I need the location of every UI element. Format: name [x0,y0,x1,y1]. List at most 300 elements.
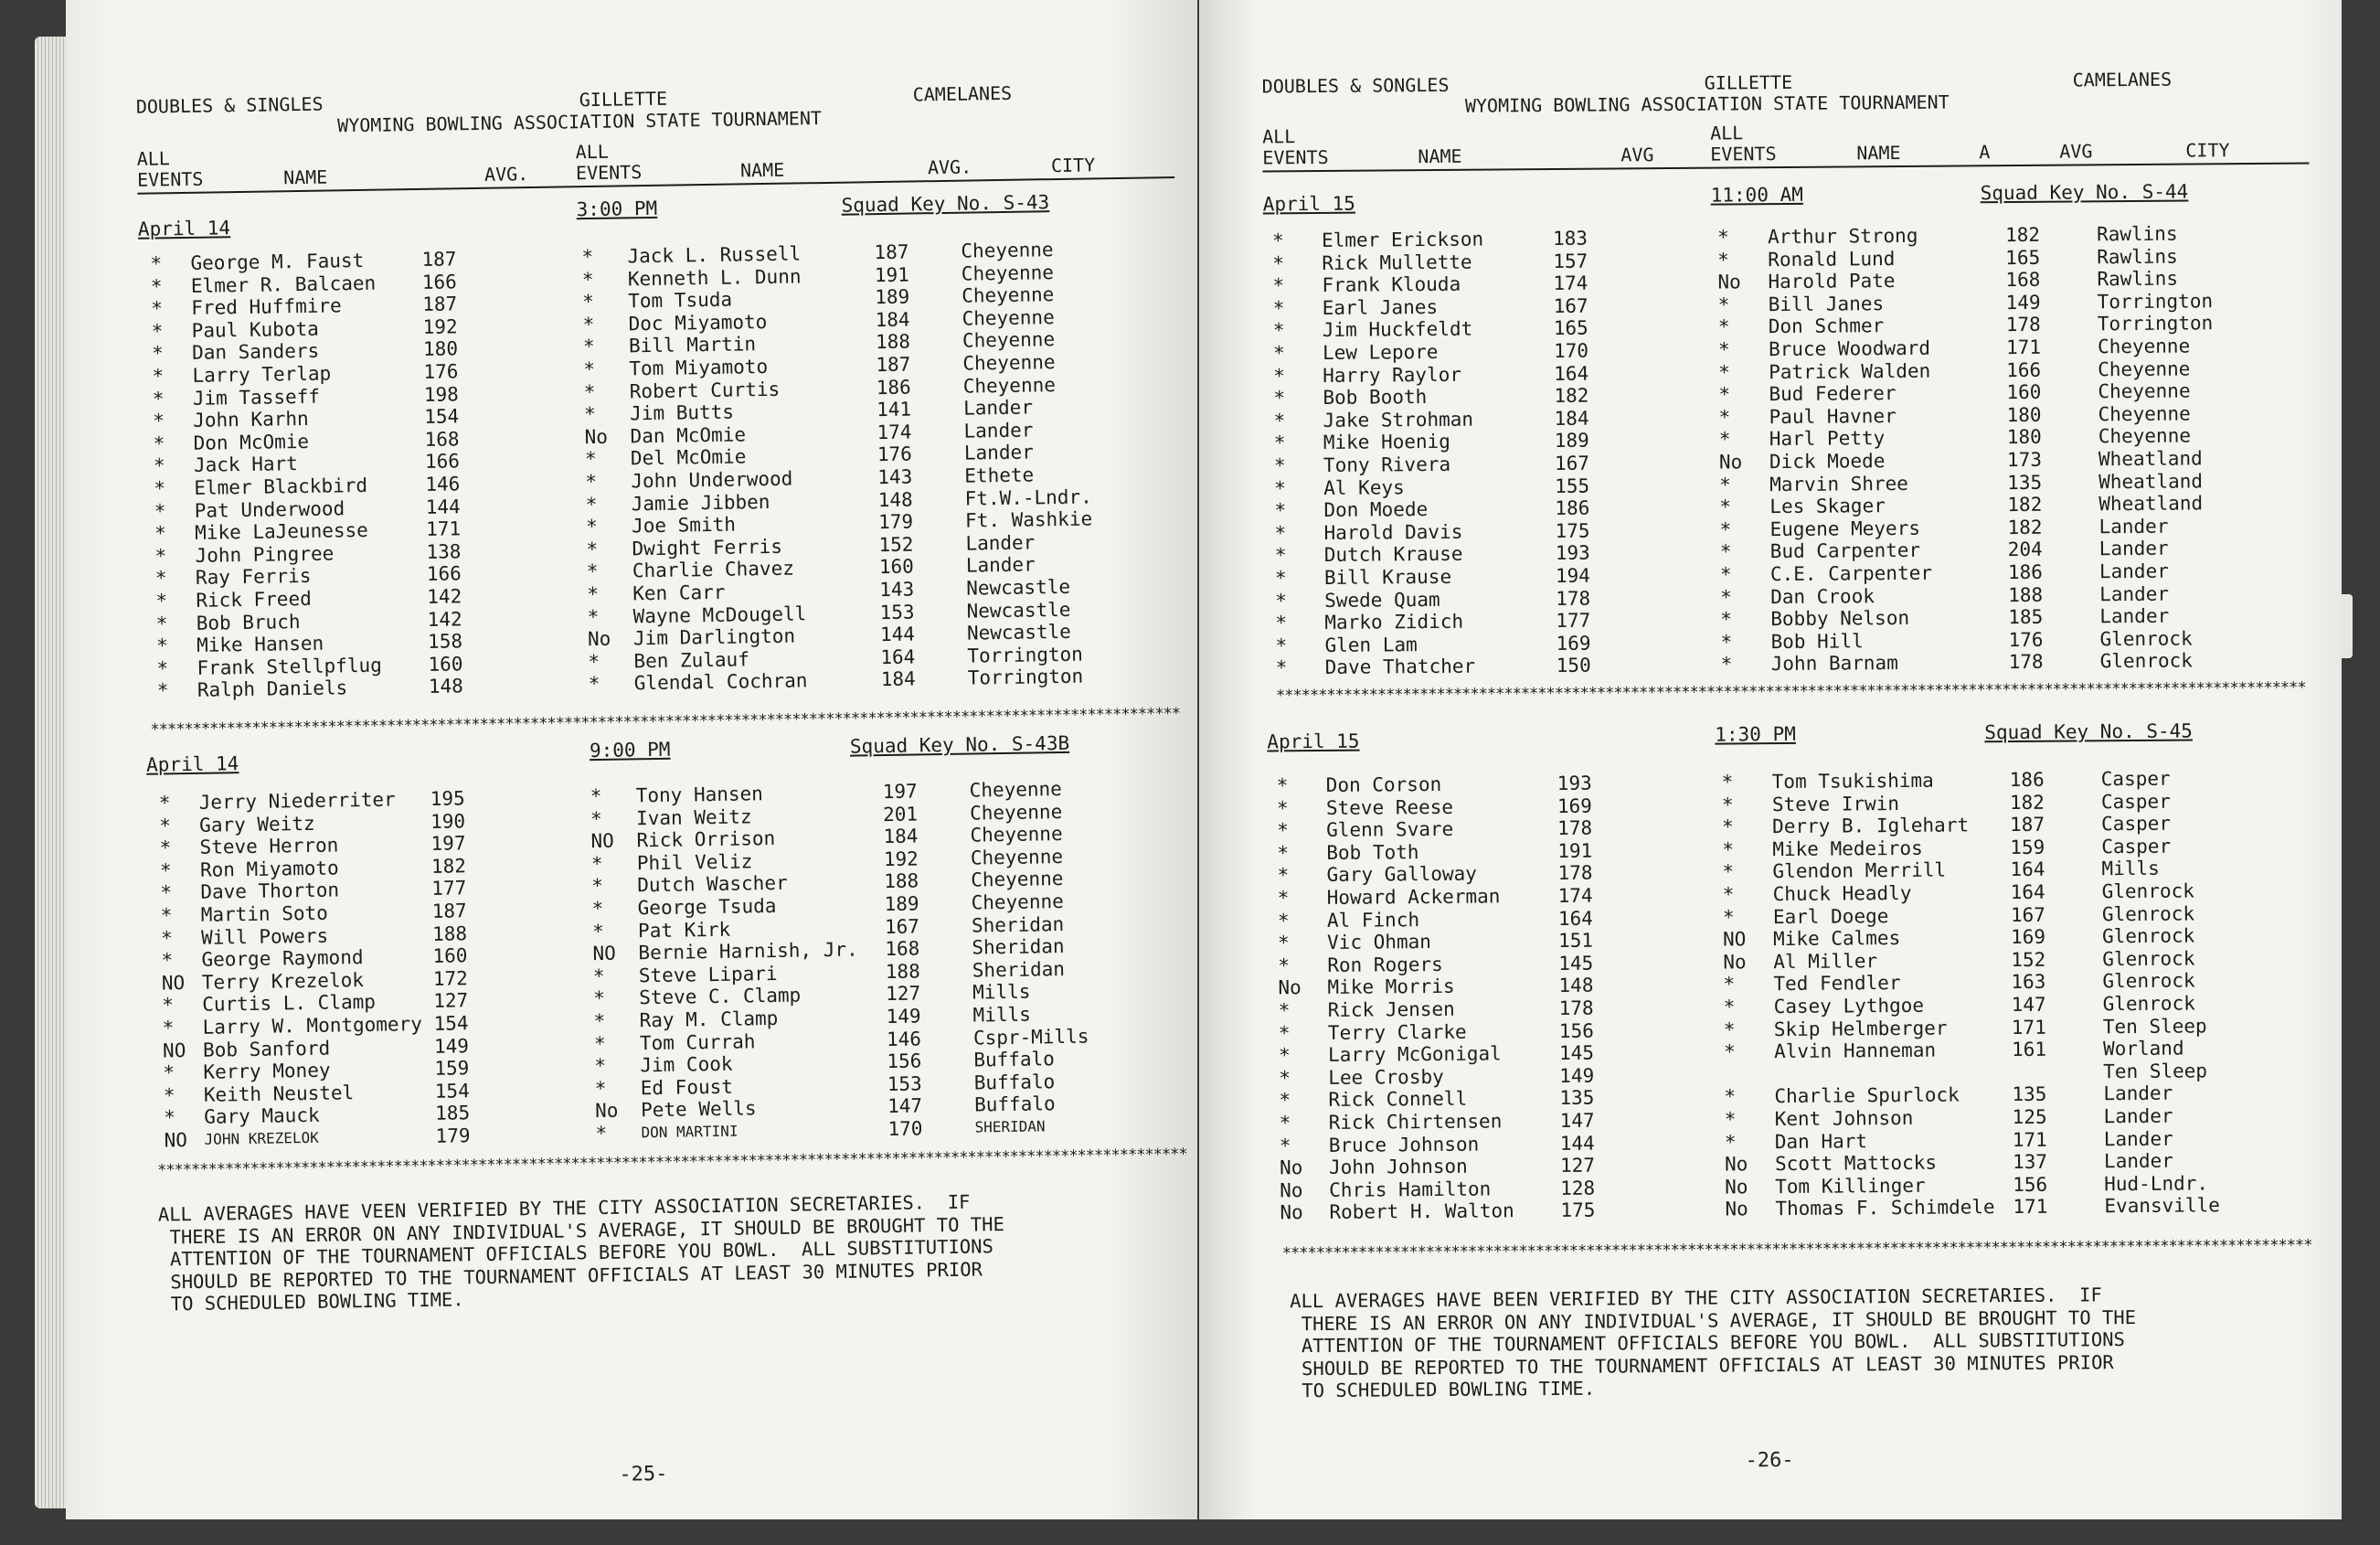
bowler-average: 186 [2007,560,2043,584]
bowler-city: Cspr-Mills [972,1025,1089,1050]
bowler-name: Frank Klouda [1322,272,1461,297]
bowler-name: Ed Foust [640,1075,734,1100]
entry-flag: * [154,567,167,590]
bowler-city: Glenrock [2101,924,2195,948]
bowler-city: Buffalo [973,1070,1056,1094]
bowler-city: Cheyenne [961,261,1055,285]
bowler-city: Cheyenne [969,777,1063,802]
entry-flag: No [1718,451,1743,474]
bowler-average: 160 [2006,380,2042,404]
bowler-average: 164 [1554,362,1589,385]
entry-flag: No [1717,271,1741,293]
bowler-name: Patrick Walden [1769,359,1931,383]
bowler-average: 184 [880,667,916,691]
col-events-right: EVENTS [575,161,643,185]
col-events-left: EVENTS [136,167,204,191]
entry-flag: No [594,1100,619,1123]
event-title: DOUBLES & SONGLES [1261,73,1450,98]
entry-flag: * [584,403,597,426]
bowler-average: 179 [435,1124,471,1147]
bowler-name: Al Finch [1326,908,1420,932]
bowler-city: Casper [2100,767,2171,791]
verification-note: ALL AVERAGES HAVE VEEN VERIFIED BY THE CITY ASSOCIATION SECRETARIES. IF THERE IS AN ERROR ON ANY INDIVIDUAL'S AVERAGE, IT SHOULD BE BROUGHT TO THE ATTENTION OF THE TOURNAMENT OFFICIALS BEFORE YOU BOWL. ALL SUBSTITUTIONS SHOULD BE REPORTED TO THE TOURNAMENT OFFICIALS AT LEAST 30 MINUTES PRIOR TO SCHEDULED BOWLING TIME. [157,1190,1004,1316]
bowler-average: 168 [885,937,920,961]
bowler-name: Vic Ohman [1327,931,1431,954]
bowler-average: 148 [428,675,463,698]
entry-flag: * [1719,474,1731,496]
bowler-name: Tom Tsukishima [1771,769,1934,794]
bowler-name: Bob Bruch [196,610,301,634]
bowler-city: Glenrock [2102,969,2195,993]
bowler-name: Tom Killinger [1775,1174,1926,1198]
bowler-city: Glenrock [2101,879,2194,903]
bowler-city: Lander [963,419,1034,442]
bowler-average: 143 [877,465,913,489]
bowler-name: Elmer R. Balcaen [190,272,377,297]
entry-flag: * [1722,860,1735,883]
bowler-name: Jim Tasseff [192,385,321,410]
entry-flag: * [1723,996,1736,1018]
entry-flag: * [1276,796,1289,819]
col-avg-right: AVG [2059,140,2093,163]
venue-label: CAMELANES [2072,68,2173,91]
bowler-name: Ray M. Clamp [639,1007,779,1032]
bowler-name: Paul Havner [1769,404,1897,428]
entry-flag: * [1274,544,1287,567]
col-name-left: NAME [1418,144,1462,168]
bowler-name: Dutch Krause [1323,543,1463,567]
bowler-name: Jake Strohman [1323,408,1474,432]
bowler-average: 168 [424,428,460,451]
bowler-average: 185 [2008,605,2044,629]
entry-flag: * [152,387,165,410]
bowler-average: 156 [887,1050,922,1073]
bowler-city: Lander [962,396,1034,420]
bowler-name: Dan Hart [1774,1129,1868,1153]
col-all-right: ALL [575,140,609,164]
bowler-name: Ray Ferris [195,565,312,590]
bowler-average: 174 [1553,272,1588,295]
entry-flag: * [1274,476,1286,499]
entry-flag: * [1279,1067,1291,1090]
bowler-average: 187 [422,293,458,316]
bowler-name: Will Powers [200,924,329,949]
bowler-city: Cheyenne [2097,335,2191,358]
entry-flag: * [159,836,172,859]
bowler-name: Charlie Spurlock [1774,1083,1960,1108]
bowler-name: Gary Mauck [204,1104,320,1129]
bowler-average: 146 [425,473,461,495]
bowler-name: Del McOmie [630,445,747,470]
bowler-name: Mike Calmes [1772,927,1901,951]
bowler-name: Dan Sanders [191,340,320,365]
bowler-name: John Barnam [1770,652,1898,676]
col-events-right: EVENTS [1710,143,1777,165]
col-name-right: NAME [1856,141,1901,165]
entry-flag: * [159,814,172,837]
tournament-title: WYOMING BOWLING ASSOCIATION STATE TOURNAMENT [337,107,823,137]
entry-flag: * [1717,249,1729,272]
bowler-city: Newcastle [966,598,1071,623]
bowler-name: Gary Weitz [199,812,315,836]
bowler-name: John Underwood [631,467,793,493]
bowler-name: John Johnson [1328,1155,1468,1179]
bowler-average: 153 [879,601,915,623]
entry-flag: * [583,380,596,403]
entry-flag: * [1718,361,1730,384]
divider: ************************************************************************************************************************** [150,704,1181,740]
bowler-name: Harry Raylor [1323,363,1462,387]
bowler-average: 156 [1558,1019,1594,1042]
bowler-average: 135 [2007,471,2043,494]
bowler-city: Glenrock [2102,992,2195,1016]
bowler-name: Scott Mattocks [1774,1151,1938,1176]
bowler-city: Cheyenne [962,283,1055,307]
bowler-name: Bob Booth [1323,386,1428,410]
entry-flag: * [1717,293,1730,316]
squad-key: Squad Key No. S-43 [841,191,1050,217]
bowler-name: Bill Martin [628,333,757,357]
entry-flag: * [1278,954,1291,977]
entry-flag: * [1278,999,1291,1022]
entry-flag: * [1277,887,1290,910]
bowler-average: 180 [422,337,459,361]
bowler-average: 127 [886,982,921,1006]
bowler-name: Jerry Niederriter [198,788,396,814]
bowler-city: Sheridan [971,912,1065,937]
bowler-name: Rick Orrison [636,827,776,852]
entry-flag: * [582,291,595,314]
bowler-name: Dan Crook [1770,584,1875,608]
bowler-name: John Pingree [195,542,335,567]
entry-flag: * [1718,428,1731,451]
bowler-average: 188 [884,869,919,893]
entry-flag: * [591,875,604,898]
squad-key: Squad Key No. S-44 [1980,180,2189,205]
bowler-average: 153 [887,1072,922,1095]
bowler-name: Jack Hart [193,453,298,477]
bowler-name: Larry Terlap [192,362,332,387]
bowler-average: 189 [1554,430,1589,453]
bowler-average: 178 [1557,816,1593,840]
bowler-average: 197 [430,832,466,856]
bowler-name: Rick Mullette [1322,250,1472,274]
bowler-average: 173 [2006,448,2043,472]
bowler-name: Gary Galloway [1326,863,1477,887]
entry-flag: * [160,926,173,950]
bowler-name: Ivan Weitz [635,804,752,829]
page-26-content [1199,0,2353,1519]
bowler-name: Jamie Jibben [631,490,770,515]
entry-flag: * [152,365,165,388]
squad-time: 9:00 PM [589,738,671,762]
entry-flag: * [593,1032,606,1055]
bowler-name: DON MARTINI [641,1122,738,1142]
bowler-average: 188 [2008,583,2044,606]
entry-flag: * [1274,522,1287,545]
bowler-name: Al Miller [1773,950,1878,973]
bowler-name: Kent Johnson [1774,1106,1914,1131]
bowler-name: Harl Petty [1769,427,1886,451]
bowler-name: Phil Veliz [636,850,753,875]
bowler-name: Tom Miyamoto [629,355,769,380]
bowler-average: 145 [1558,1041,1595,1065]
bowler-name: Harold Pate [1768,270,1896,293]
bowler-average: 151 [1558,929,1594,953]
entry-flag: * [590,784,602,808]
bowler-city: Lander [2099,604,2170,628]
bowler-name: Robert Curtis [629,378,781,402]
entry-flag: * [161,949,174,972]
entry-flag: * [1276,774,1289,797]
bowler-name: Skip Helmberger [1773,1017,1948,1040]
bowler-average: 159 [434,1057,470,1080]
bowler-name: Fred Huffmire [191,294,342,320]
bowler-city: Torrington [2097,312,2214,336]
entry-flag: NO [161,971,186,995]
page-25 [66,0,1197,1519]
bowler-average: 138 [426,540,462,563]
bowler-average: 179 [877,510,914,534]
page-number: -25- [619,1462,668,1486]
bowler-city: Evansville [2104,1194,2220,1218]
bowler-city: Wheatland [2098,492,2204,516]
entry-flag: * [1717,315,1730,338]
bowler-average: 144 [1559,1132,1595,1155]
bowler-average: 156 [2013,1173,2048,1196]
bowler-name: Bobby Nelson [1770,607,1910,631]
col-avg-left: AVG. [483,163,529,186]
bowler-name: Chuck Headly [1772,881,1912,906]
bowler-average: 164 [2010,858,2045,881]
bowler-average: 178 [1556,587,1591,610]
page-edges [35,37,68,1508]
bowler-average: 189 [884,892,919,916]
col-name-right: NAME [739,158,785,182]
bowler-city: Glenrock [2099,627,2193,651]
bowler-average: 186 [876,376,911,399]
entry-flag: * [1722,906,1735,929]
divider: ************************************************************************************************************************** [1281,1236,2312,1263]
entry-flag: No [584,425,609,448]
bowler-average: 180 [2006,426,2042,449]
bowler-name: JOHN KREZELOK [204,1128,319,1148]
bowler-name: Les Skager [1769,495,1886,518]
bowler-name: Bruce Woodward [1768,336,1931,361]
bowler-average: 190 [430,809,466,833]
entry-flag: * [581,245,594,269]
bowler-average: 152 [878,533,914,556]
bowler-name: Kenneth L. Dunn [627,264,802,290]
entry-flag: * [1720,653,1733,676]
bowler-city: Lander [2098,538,2169,560]
bowler-name: Ronald Lund [1768,247,1896,271]
bowler-name: Earl Doege [1772,904,1889,928]
entry-flag: * [1722,838,1735,861]
bowler-average: 166 [426,562,462,586]
entry-flag: * [581,268,594,291]
bowler-name: George Raymond [201,946,364,971]
entry-flag: NO [590,829,615,853]
bowler-name: Martin Soto [200,901,328,926]
bowler-average: 180 [2006,403,2042,426]
entry-flag: * [1272,251,1285,274]
tournament-title: WYOMING BOWLING ASSOCIATION STATE TOURNAMENT [1464,91,1950,117]
bowler-average: 182 [430,855,467,878]
bowler-average: 171 [2012,1128,2047,1151]
entry-flag: * [163,1061,175,1084]
bowler-name: Robert H. Walton [1329,1199,1514,1224]
bowler-name: Ralph Daniels [197,677,348,702]
entry-flag: * [1277,909,1290,932]
bowler-name: Dave Thatcher [1324,655,1476,679]
bowler-average: 164 [2010,880,2045,904]
bowler-average: 150 [1556,655,1591,677]
bowler-name: Larry McGonigal [1327,1042,1502,1067]
bowler-name: Dan McOmie [630,423,747,448]
bowler-average: 178 [1558,996,1594,1019]
bowler-average: 183 [1552,227,1588,250]
verification-note: ALL AVERAGES HAVE BEEN VERIFIED BY THE CITY ASSOCIATION SECRETARIES. IF THERE IS AN ERROR ON ANY INDIVIDUAL'S AVERAGE, IT SHOULD BE BROUGHT TO THE ATTENTION OF THE TOURNAMENT OFFICIALS BEFORE YOU BOWL. ALL SUBSTITUTIONS SHOULD BE REPORTED TO THE TOURNAMENT OFFICIALS AT LEAST 30 MINUTES PRIOR TO SCHEDULED BOWLING TIME. [1290,1284,2137,1402]
entry-flag: No [1279,1156,1303,1179]
entry-flag: * [1277,819,1289,842]
entry-flag: * [162,994,175,1017]
bowler-city: Cheyenne [962,373,1057,398]
entry-flag: * [587,605,600,628]
bowler-name: Terry Krezelok [201,968,365,994]
bowler-average: 178 [2005,314,2041,336]
bowler-name: Alvin Hanneman [1773,1039,1937,1063]
bowler-average: 127 [433,989,469,1013]
bowler-city: Casper [2101,812,2172,836]
bowler-name: Glendal Cochran [633,669,808,695]
bowler-name: Mike Morris [1327,975,1455,999]
entry-flag: * [1273,364,1285,387]
entry-flag: * [151,297,164,320]
col-events-left: EVENTS [1262,145,1329,169]
bowler-average: 193 [1555,542,1590,565]
entry-flag: * [1275,612,1288,634]
bowler-name: John Karhn [193,408,309,432]
entry-flag: * [1277,842,1290,865]
bowler-average: 171 [2013,1196,2048,1219]
bowler-average: 154 [424,405,460,429]
entry-flag: * [1272,274,1285,297]
bowler-city: Ten Sleep [2103,1060,2208,1083]
bowler-city: Newcastle [966,575,1071,600]
entry-flag: * [1723,1018,1736,1041]
bowler-name: Don Moede [1323,498,1429,522]
bowler-name: Bud Federer [1769,382,1897,406]
bowler-name: Bill Janes [1768,292,1885,315]
entry-flag: No [1724,1153,1748,1176]
entry-flag: * [1723,1040,1736,1063]
bowler-name: Mike Hoenig [1323,431,1450,454]
bowler-average: 178 [2008,651,2044,674]
entry-flag: * [592,964,605,987]
bowler-average: 193 [1557,772,1592,794]
entry-flag: * [1724,1108,1737,1131]
bowler-name: Pat Underwood [194,496,345,522]
entry-flag: * [153,410,165,432]
entry-flag: NO [164,1129,188,1152]
entry-flag: * [154,499,166,523]
bowler-average: 167 [1554,452,1590,474]
bowler-name: Rick Connell [1328,1088,1468,1112]
entry-flag: * [154,545,167,568]
bowler-city: Ft.W.-Lndr. [964,485,1092,510]
divider: ************************************************************************************************************************** [1275,678,2306,706]
bowler-city: Hud-Lndr. [2104,1172,2209,1196]
bowler-name: Joe Smith [631,513,737,538]
bowler-average: 201 [882,803,919,826]
col-avg-right: AVG. [927,155,972,179]
bowler-name: Earl Janes [1322,295,1439,319]
bowler-average: 166 [2006,358,2042,381]
bowler-average: 165 [2005,246,2041,269]
bowler-name: Frank Stellpflug [197,654,382,679]
entry-flag: * [156,679,169,702]
bowler-name: Kerry Money [203,1059,331,1083]
bowler-city: Lander [2103,1127,2173,1150]
entry-flag: * [1724,1085,1737,1108]
bowler-average: 187 [421,248,457,271]
bowler-average: 197 [882,780,918,804]
bowler-average: 149 [433,1034,470,1058]
bowler-city: Rawlins [2097,245,2178,268]
bowler-city: Cheyenne [2098,402,2191,426]
bowler-name: Tom Tsuda [628,288,733,313]
bowler-name: Bruce Johnson [1328,1133,1480,1156]
bowler-average: 182 [1554,384,1589,408]
bowler-city: Cheyenne [962,351,1056,375]
entry-flag: No [1723,951,1747,974]
bowler-city: Casper [2100,790,2171,813]
bowler-city: Cheyenne [2098,424,2192,448]
bowler-name: Jim Huckfeldt [1322,318,1473,342]
bowler-name: Arthur Strong [1767,224,1918,249]
bowler-name: Dwight Ferris [632,535,783,560]
bowler-city: Wheatland [2098,469,2204,493]
entry-flag: * [1272,342,1285,365]
bowler-average: 145 [1558,952,1594,975]
bowler-average: 177 [1556,609,1591,633]
entry-flag: * [1720,608,1733,631]
bowler-average: 182 [2004,223,2041,247]
col-all-left: ALL [1262,125,1296,148]
bowler-name: Mike Medeiros [1772,836,1923,860]
entry-flag: * [587,582,600,606]
entry-flag: * [1718,406,1731,429]
bowler-name: George Tsuda [637,894,777,920]
bowler-city: Glenrock [2099,649,2193,673]
bowler-average: 175 [1555,519,1590,542]
entry-flag: * [591,920,604,943]
bowler-name: Bob Hill [1770,630,1864,653]
bowler-average: 170 [887,1117,923,1141]
bowler-average: 165 [1553,317,1588,340]
entry-flag: * [164,1106,176,1129]
bowler-average: 182 [2007,493,2043,517]
page-25-content [66,0,1221,1519]
entry-flag: * [1275,589,1287,612]
entry-flag: * [1278,1021,1291,1044]
bowler-name: Elmer Blackbird [194,474,368,499]
bowler-name: Chris Hamilton [1329,1177,1492,1201]
city-label: GILLETTE [1704,70,1793,94]
bowler-name: Tom Currah [639,1029,756,1054]
entry-flag: * [1273,410,1286,432]
